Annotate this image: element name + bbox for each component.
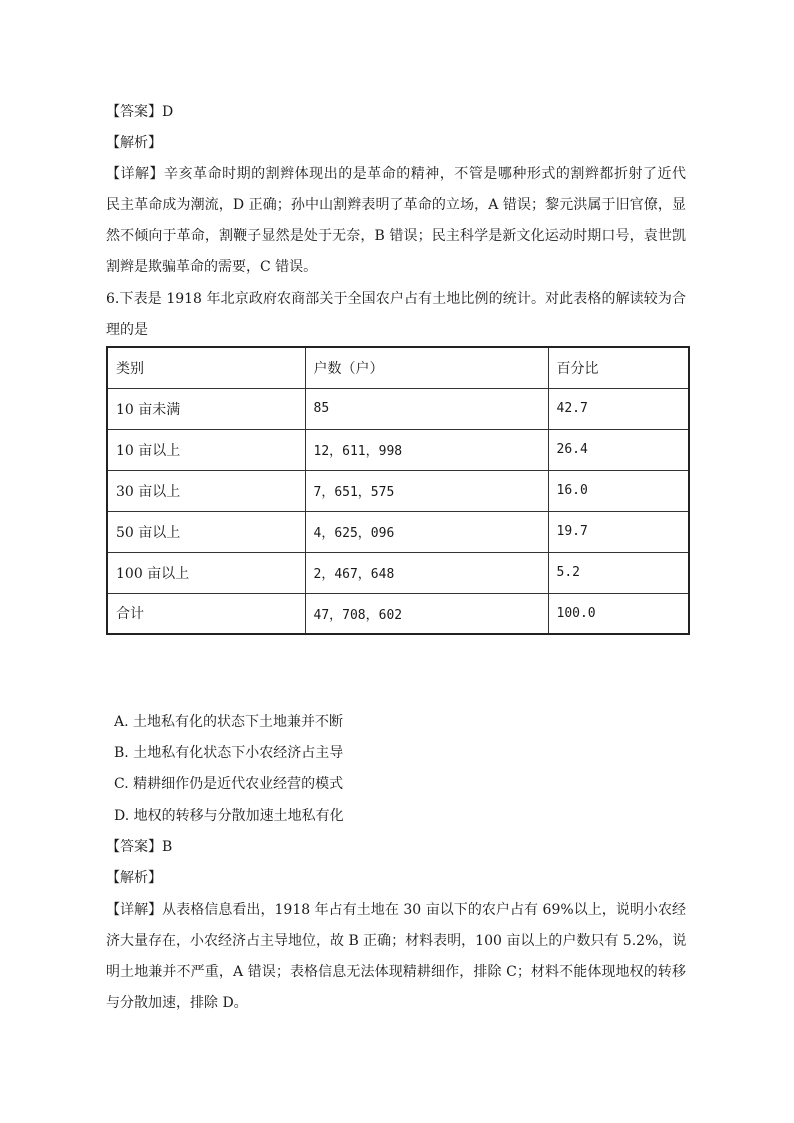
analysis-heading-q6: 【解析】: [106, 870, 162, 886]
detail-line: 割辫是欺骗革命的需要，C 错误。: [106, 259, 318, 275]
answer-line-q5: [106, 102, 173, 122]
category-cell: 50 亩以上: [107, 511, 305, 552]
households-cell: 12，611，998: [305, 429, 548, 470]
answer-tag: 【答案】: [106, 839, 162, 855]
table-row: [107, 470, 689, 511]
table-row: [107, 552, 689, 593]
category-cell: 30 亩以上: [107, 470, 305, 511]
households-cell: 85: [305, 388, 548, 429]
question-stem: 理的是: [106, 322, 148, 338]
detail-line: 然不倾向于革命，割鞭子显然是处于无奈，B 错误；民主科学是新文化运动时期口号，袁世凯: [106, 228, 686, 244]
percent-cell: 19.7: [548, 511, 689, 552]
percent-cell: 100.0: [548, 593, 689, 634]
land-statistics-table: [106, 346, 690, 635]
percent-cell: 42.7: [548, 388, 689, 429]
detail-line: 【详解】辛亥革命时期的割辫体现出的是革命的精神，不管是哪种形式的割辫都折射了近代: [106, 166, 686, 182]
header-cell: 户数（户）: [305, 347, 548, 388]
detail-line: 明土地兼并不严重，A 错误；表格信息无法体现精耕细作，排除 C；材料不能体现地权的转移: [106, 964, 686, 980]
households-cell: 2，467，648: [305, 552, 548, 593]
header-cell: 百分比: [548, 347, 689, 388]
households-cell: 7，651，575: [305, 470, 548, 511]
answer-line-q6: [106, 837, 172, 857]
detail-line: 民主革命成为潮流，D 正确；孙中山割辫表明了革命的立场，A 错误；黎元洪属于旧官僚，显: [106, 197, 686, 213]
detail-line: 与分散加速，排除 D。: [106, 995, 248, 1011]
answer-letter: B: [162, 839, 173, 855]
percent-cell: 26.4: [548, 429, 689, 470]
households-cell: 4，625，096: [305, 511, 548, 552]
table-header-row: [107, 347, 689, 388]
table-total-row: [107, 593, 689, 634]
option-a: A. 土地私有化的状态下土地兼并不断: [114, 714, 344, 730]
option-c: C. 精耕细作仍是近代农业经营的模式: [114, 776, 344, 792]
category-cell: 100 亩以上: [107, 552, 305, 593]
category-cell: 合计: [107, 593, 305, 634]
percent-cell: 16.0: [548, 470, 689, 511]
table-row: [107, 429, 689, 470]
question-stem: 6.下表是 1918 年北京政府农商部关于全国农户占有土地比例的统计。对此表格的解读较为合: [106, 291, 686, 307]
detail-line: 【详解】从表格信息看出，1918 年占有土地在 30 亩以下的农户占有 69%以上，说明小农经: [106, 902, 686, 918]
analysis-heading-q5: 【解析】: [106, 135, 162, 151]
option-d: D. 地权的转移与分散加速土地私有化: [114, 808, 344, 824]
table-row: [107, 511, 689, 552]
category-cell: 10 亩以上: [107, 429, 305, 470]
answer-letter: D: [162, 104, 174, 120]
header-cell: 类别: [107, 347, 305, 388]
detail-line: 济大量存在，小农经济占主导地位，故 B 正确；材料表明，100 亩以上的户数只有 5.2%，说: [106, 933, 687, 949]
households-cell: 47，708，602: [305, 593, 548, 634]
answer-tag: 【答案】: [106, 104, 162, 120]
category-cell: 10 亩未满: [107, 388, 305, 429]
option-b: B. 土地私有化状态下小农经济占主导: [114, 745, 344, 761]
table-row: [107, 388, 689, 429]
percent-cell: 5.2: [548, 552, 689, 593]
